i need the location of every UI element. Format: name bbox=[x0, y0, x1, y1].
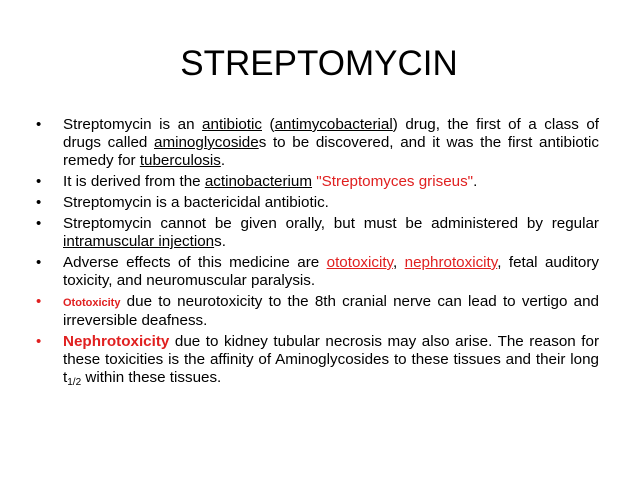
link-intramuscular-injection[interactable]: intramuscular injection bbox=[63, 233, 215, 250]
bullet-icon: • bbox=[36, 173, 42, 190]
species-name: "Streptomyces griseus" bbox=[316, 173, 474, 190]
ototoxicity-label: Ototoxicity bbox=[63, 297, 121, 309]
link-nephrotoxicity[interactable]: nephrotoxicity bbox=[404, 254, 498, 271]
bullet-item-nephrotoxicity: • Nephrotoxicity due to kidney tubular necrosis may also arise. The reason for these toxicities is the affinity of Aminoglycosides to these tissues and their long $t_{1/2}$ within these tissues. bbox=[36, 333, 599, 388]
bullet-icon: • bbox=[36, 333, 42, 350]
slide-title: STREPTOMYCIN bbox=[180, 44, 458, 83]
link-aminoglycoside[interactable]: aminoglycoside bbox=[154, 134, 259, 151]
bullet-icon: • bbox=[36, 293, 42, 310]
bullet-list bbox=[36, 116, 599, 390]
link-ototoxicity[interactable]: ototoxicity bbox=[326, 254, 394, 271]
link-antimycobacterial[interactable]: antimycobacterial bbox=[274, 116, 393, 133]
link-actinobacterium[interactable]: actinobacterium bbox=[204, 173, 313, 190]
bullet-icon: • bbox=[36, 254, 42, 271]
half-life-subscript: 1/2 bbox=[67, 377, 82, 388]
bullet-icon: • bbox=[36, 116, 42, 133]
bullet-item-definition: • Streptomycin is an antibiotic (antimycobacterial) drug, the first of a class of drugs called aminoglycosides to be discovered, and it was the first antibiotic remedy for tuberculosis. bbox=[36, 116, 600, 169]
bullet-icon: • bbox=[36, 215, 42, 232]
link-antibiotic[interactable]: antibiotic bbox=[202, 116, 262, 133]
bullet-item-adverse-effects: • Adverse effects of this medicine are ototoxicity, nephrotoxicity, fetal auditory toxicity, and neuromuscular paralysis. bbox=[36, 254, 599, 289]
nephrotoxicity-label: Nephrotoxicity bbox=[63, 333, 170, 350]
bullet-item-administration: • Streptomycin cannot be given orally, but must be administered by regular intramuscular injections. bbox=[36, 215, 599, 250]
bullet-item-source: • It is derived from the actinobacterium "Streptomyces griseus". bbox=[36, 173, 478, 190]
bullet-item-bactericidal: • Streptomycin is a bactericidal antibiotic. bbox=[36, 194, 329, 211]
link-tuberculosis[interactable]: tuberculosis bbox=[139, 152, 221, 169]
bullet-item-ototoxicity: • Ototoxicity due to neurotoxicity to the 8th cranial nerve can lead to vertigo and irreversible deafness. bbox=[36, 293, 599, 329]
bullet-icon: • bbox=[36, 194, 42, 211]
